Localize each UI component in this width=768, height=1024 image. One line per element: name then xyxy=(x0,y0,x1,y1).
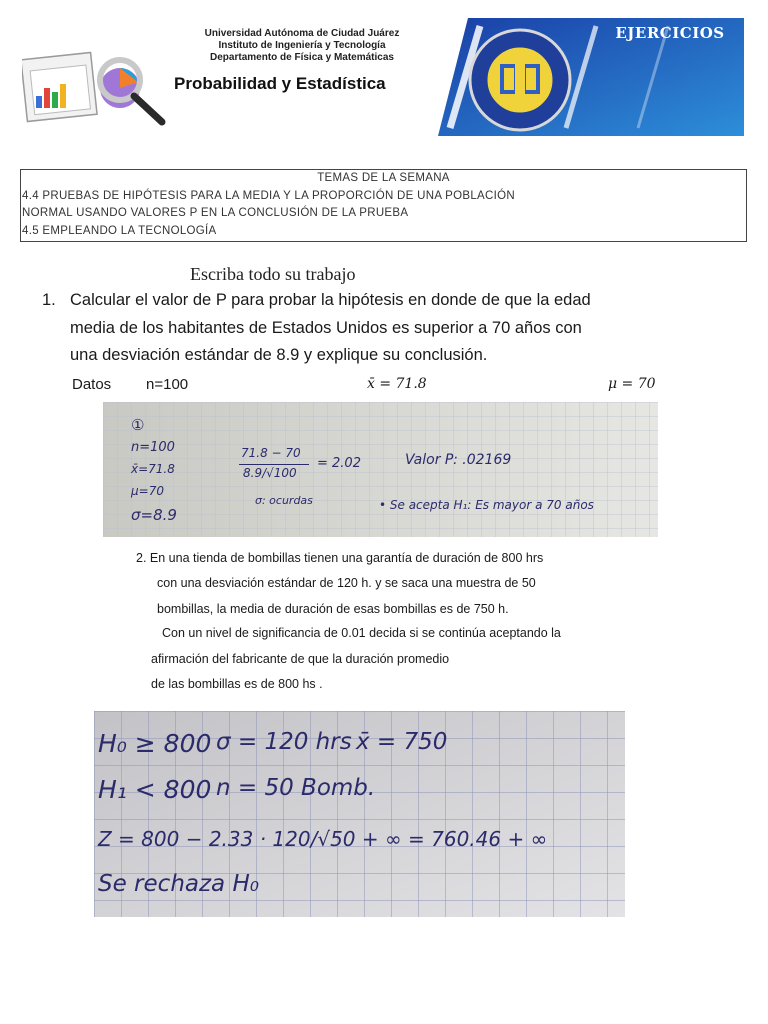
handwritten-work-photo-1 xyxy=(103,402,658,537)
problem-2-text: afirmación del fabricante de que la duración promedio xyxy=(151,652,450,666)
instruction-heading: Escriba todo su trabajo xyxy=(190,264,356,284)
hw-frac-num: 71.8 − 70 xyxy=(241,446,301,460)
problem-2-text: con una desviación estándar de 120 h. y se saca una muestra de 50 xyxy=(157,576,536,590)
hw-sigma-note: σ: ocurdas xyxy=(255,494,313,507)
course-title: Probabilidad y Estadística xyxy=(174,74,386,93)
problem-1-number: 1. xyxy=(42,291,56,309)
hw-n: n = 50 Bomb. xyxy=(216,775,376,801)
department-name: Departamento de Física y Matemáticas xyxy=(210,52,394,63)
institution-heading xyxy=(172,28,432,64)
hw-h0: H₀ ≥ 800 xyxy=(98,729,212,758)
hw-sigma: σ=8.9 xyxy=(131,506,177,524)
topic-line: NORMAL USANDO VALORES P EN LA CONCLUSIÓN DE LA PRUEBA xyxy=(22,207,409,219)
banner-label: EJERCICIOS xyxy=(615,24,725,42)
hw-conclusion: • Se acepta H₁: Es mayor a 70 años xyxy=(379,498,594,512)
hw-valor-p: Valor P: .02169 xyxy=(405,452,512,468)
datos-xbar: x̄ = 71.8 xyxy=(367,376,427,392)
topics-title: TEMAS DE LA SEMANA xyxy=(317,172,450,184)
datos-n: n=100 xyxy=(146,376,189,393)
hw-mu: μ=70 xyxy=(131,484,164,498)
hw-xbar: x̄ = 750 xyxy=(356,729,448,755)
hw-z-line: Z = 800 − 2.33 · 120/√50 + ∞ = 760.46 + ∞ xyxy=(98,827,548,851)
hw-frac-den: 8.9/√100 xyxy=(243,466,297,480)
hw-h1: H₁ < 800 xyxy=(98,775,212,804)
hw-conclusion: Se rechaza H₀ xyxy=(98,871,259,897)
university-name: Universidad Autónoma de Ciudad Juárez xyxy=(204,28,400,39)
hw-x: x̄=71.8 xyxy=(131,462,175,476)
hw-result: = 2.02 xyxy=(317,456,361,471)
hw-sigma: σ = 120 hrs xyxy=(216,729,352,755)
hw-circle-num: ① xyxy=(131,416,145,434)
problem-2-text: 2. En una tienda de bombillas tienen una garantía de duración de 800 hrs xyxy=(136,551,544,565)
datos-label: Datos xyxy=(72,376,112,393)
topic-line: 4.5 EMPLEANDO LA TECNOLOGÍA xyxy=(22,225,217,237)
problem-2-text: bombillas, la media de duración de esas bombillas es de 750 h. xyxy=(157,602,509,616)
topic-line: 4.4 PRUEBAS DE HIPÓTESIS PARA LA MEDIA Y LA PROPORCIÓN DE UNA POBLACIÓN xyxy=(22,190,515,202)
problem-1-text: una desviación estándar de 8.9 y explique su conclusión. xyxy=(70,346,488,364)
problem-1-text: Calcular el valor de P para probar la hipótesis en donde de que la edad xyxy=(70,291,591,309)
problem-1-text: media de los habitantes de Estados Unidos es superior a 70 años con xyxy=(70,319,582,337)
problem-2-text: de las bombillas es de 800 hs . xyxy=(151,677,323,691)
handwritten-work-photo-2 xyxy=(94,711,625,917)
problem-2-text: Con un nivel de significancia de 0.01 decida si se continúa aceptando la xyxy=(162,626,561,640)
hw-n: n=100 xyxy=(131,440,175,455)
grid-paper-icon xyxy=(103,402,658,537)
institute-name: Instituto de Ingeniería y Tecnología xyxy=(218,40,386,51)
course-logo-icon xyxy=(22,38,172,126)
datos-mu: μ = 70 xyxy=(608,376,656,392)
